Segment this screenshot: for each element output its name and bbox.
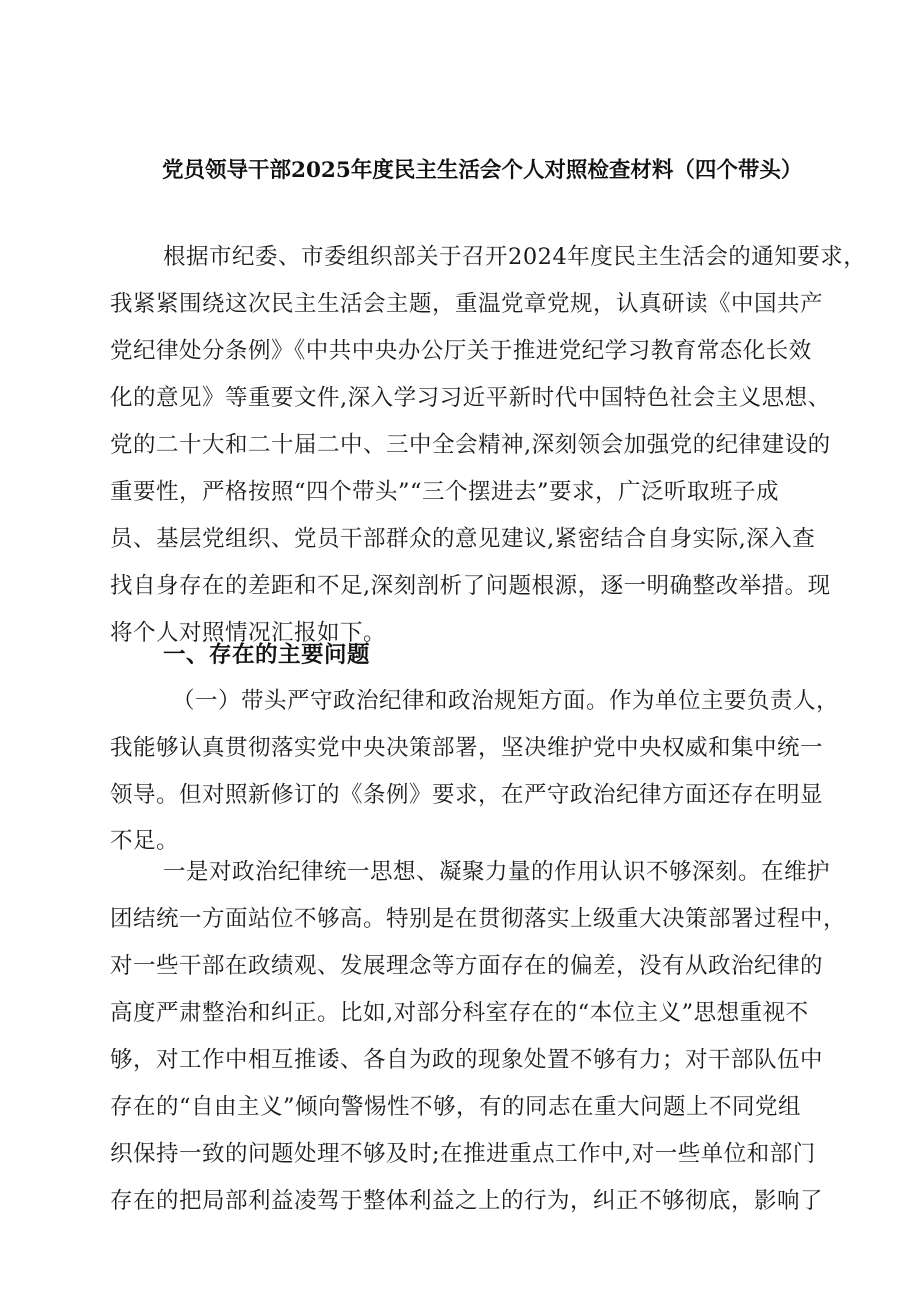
intro-line: 我紧紧围绕这次民主生活会主题，重温党章党规，认真研读《中国共产	[110, 291, 824, 317]
point-line: 团结统一方面站位不够高。特别是在贯彻落实上级重大决策部署过程中，	[110, 906, 847, 932]
point-line: 对一些干部在政绩观、发展理念等方面存在的偏差，没有从政治纪律的	[110, 953, 824, 979]
intro-line: 化的意见》等重要文件,深入学习习近平新时代中国特色社会主义思想、	[110, 385, 831, 411]
intro-line: 员、基层党组织、党员干部群众的意见建议,紧密结合自身实际,深入查	[110, 526, 816, 552]
intro-line: 党纪律处分条例》《中共中央办公厅关于推进党纪学习教育常态化长效	[110, 338, 812, 364]
point-line: 高度严肃整治和纠正。比如,对部分科室存在的“本位主义”思想重视不	[110, 1000, 809, 1026]
intro-line: 将个人对照情况汇报如下。	[110, 620, 387, 646]
point-line: 存在的把局部利益凌驾于整体利益之上的行为，纠正不够彻底，影响了	[110, 1188, 824, 1214]
point-line: 存在的“自由主义”倾向警惕性不够，有的同志在重大问题上不同党组	[110, 1094, 802, 1120]
subsection-line: 领导。但对照新修订的《条例》要求，在严守政治纪律方面还存在明显	[110, 782, 824, 808]
subsection-line: 不足。	[110, 828, 180, 854]
point-line: 织保持一致的问题处理不够及时;在推进重点工作中,对一些单位和部门	[110, 1141, 816, 1167]
subsection-line: 我能够认真贯彻落实党中央决策部署，坚决维护党中央权威和集中统一	[110, 735, 824, 761]
point-line: 一是对政治纪律统一思想、凝聚力量的作用认识不够深刻。在维护	[163, 859, 831, 885]
intro-line: 找自身存在的差距和不足,深刻剖析了问题根源，逐一明确整改举措。现	[110, 573, 831, 599]
subsection-line: （一）带头严守政治纪律和政治规矩方面。作为单位主要负责人，	[172, 688, 840, 714]
section-heading: 一、存在的主要问题	[163, 642, 371, 668]
intro-line: 重要性，严格按照“四个带头”“三个摆进去”要求，广泛听取班子成	[110, 479, 780, 505]
intro-line: 根据市纪委、市委组织部关于召开2024年度民主生活会的通知要求，	[163, 244, 867, 270]
point-line: 够，对工作中相互推诿、各自为政的现象处置不够有力；对干部队伍中	[110, 1047, 824, 1073]
document-title: 党员领导干部2025年度民主生活会个人对照检查材料（四个带头）	[162, 158, 803, 183]
intro-line: 党的二十大和二十届二中、三中全会精神,深刻领会加强党的纪律建设的	[110, 432, 831, 458]
